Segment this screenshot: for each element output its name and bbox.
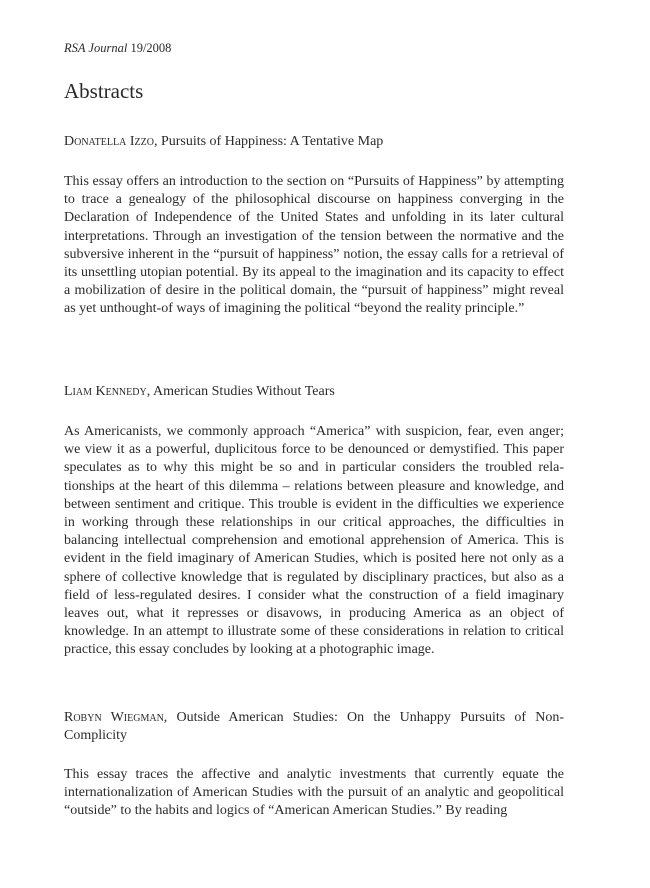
entry-author: Donatella Izzo [64, 134, 154, 149]
journal-name: RSA Journal [64, 41, 128, 55]
entry-title: Outside American Studies: On the Unhappy Pursuits of Non-Complicity [64, 710, 564, 743]
running-head [64, 40, 171, 56]
entry-separator: , [153, 134, 161, 149]
entry-abstract: This essay offers an introduction to the section on “Pursuits of Happiness” by attempting to trace a genealogy of the philosophical discourse on happiness converging in the Declaration of Independence of the United States and unfolding in its later cultural interpretations. Through an investigation of the tension between the normative and the subversive inherent in the “pursuit of happiness” notion, the essay calls for a retrieval of its unsettling utopian potential. By its appeal to the imagination and its capacity to effect a mobilization of desire in the political domain, the “pursuit of happiness” might reveal as yet unthought-of ways of imagining the political “beyond the reality principle.” [64, 174, 564, 317]
journal-issue: 19/2008 [130, 41, 172, 55]
entry-heading [64, 709, 564, 745]
entry-abstract: As Americanists, we commonly approach “America” with suspicion, fear, even anger; we view it as a powerful, duplicitous force to be denounced or demystified. This paper speculates as to why this might be so and in particular considers the troubled relationships at the heart of this dilemma – relations between pleasure and knowledge, and between sentiment and critique. This trouble is evident in the difficulties we experience in working through these relationships in our critical approaches, the difficulties in balancing intellectual comprehension and emotional apprehension of America. This is evident in the field imaginary of American Studies, which is posited here not only as a sphere of collective knowledge that is regulated by disciplinary practices, but also as a field of less-regulated desires. I consider what the construction of a field imaginary leaves out, what it represses or disavows, in producing America as an object of knowledge. In an attempt to illustrate some of these considerations in relation to critical practice, this essay concludes by looking at a photographic image. [64, 424, 564, 658]
entry-heading [64, 383, 564, 401]
entry-separator: , [163, 710, 177, 725]
section-title: Abstracts [64, 79, 144, 103]
entry-author: Liam Kennedy [64, 384, 147, 399]
entry-heading [64, 133, 564, 151]
entry-abstract: This essay traces the affective and analytic investments that currently equate the internationalization of American Studies with the pursuit of an analytic and geopolitical “outside” to the habits and logics of “American American Studies.” By reading [64, 767, 564, 819]
entry-separator: , [146, 384, 153, 399]
entry-author: Robyn Wiegman [64, 710, 164, 725]
entry-title: American Studies Without Tears [152, 384, 335, 399]
entry-title: Pursuits of Happiness: A Tentative Map [160, 134, 384, 149]
